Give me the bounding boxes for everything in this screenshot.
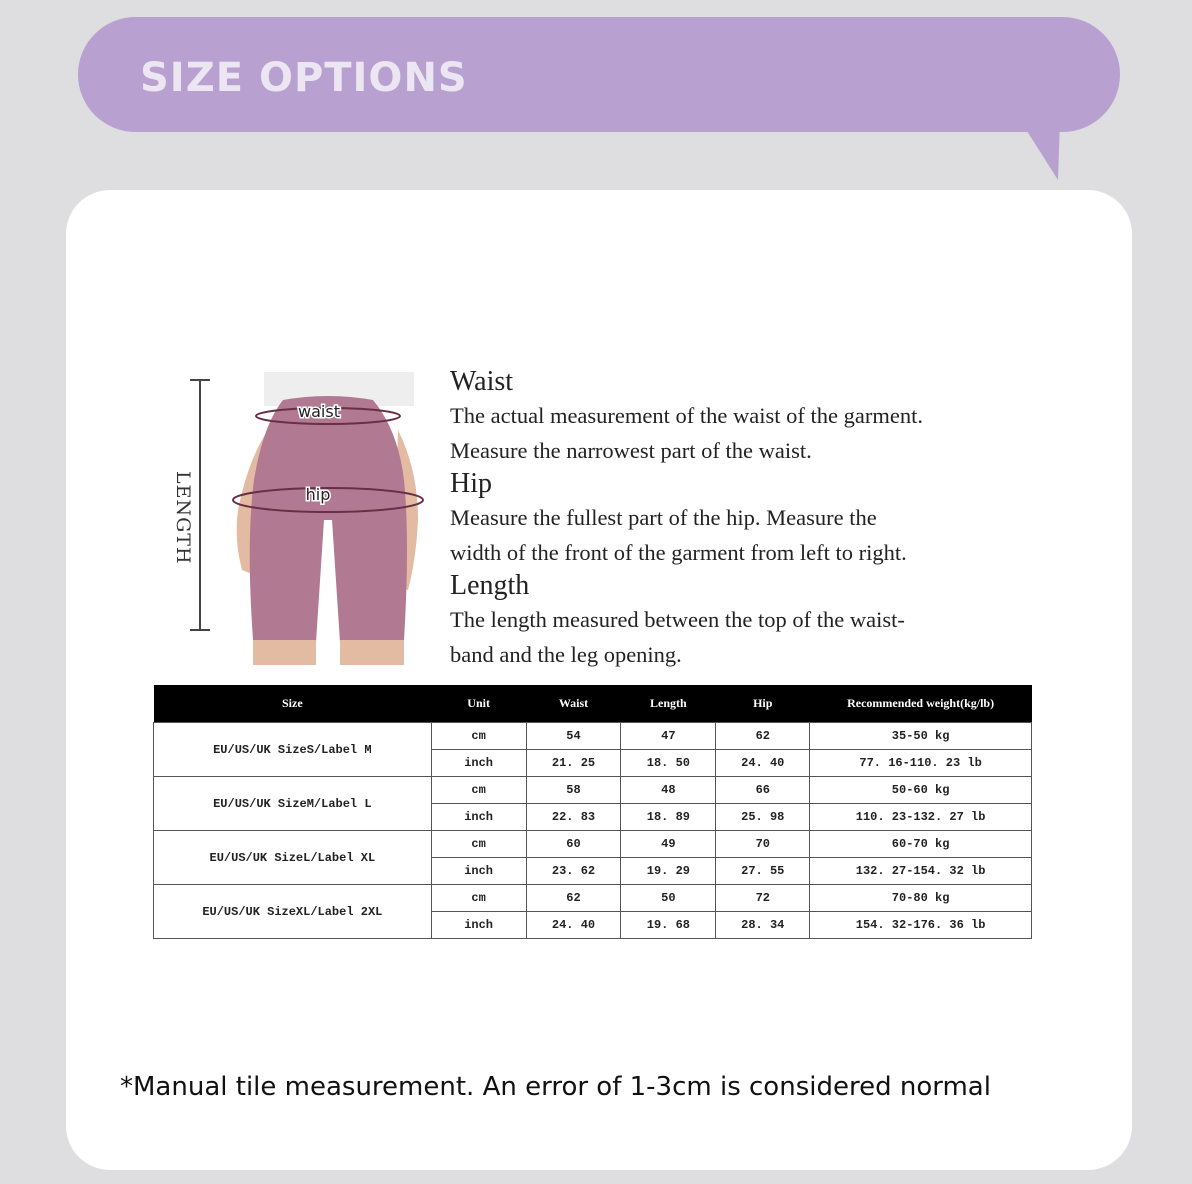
- table-cell: 18. 50: [621, 750, 716, 777]
- table-cell: 25. 98: [716, 804, 810, 831]
- table-cell: 19. 29: [621, 858, 716, 885]
- table-cell: 24. 40: [526, 912, 621, 939]
- table-cell: 27. 55: [716, 858, 810, 885]
- hip-label: hip: [305, 485, 331, 504]
- hip-heading: Hip: [450, 468, 492, 499]
- table-cell: 22. 83: [526, 804, 621, 831]
- table-cell: cm: [431, 885, 526, 912]
- table-cell: 49: [621, 831, 716, 858]
- hip-desc-line: width of the front of the garment from left to right.: [450, 540, 907, 565]
- waist-heading: Waist: [450, 366, 514, 397]
- table-cell: cm: [431, 723, 526, 750]
- table-cell: inch: [431, 912, 526, 939]
- table-cell: cm: [431, 831, 526, 858]
- table-cell: 54: [526, 723, 621, 750]
- table-cell: 72: [716, 885, 810, 912]
- hip-desc-line: Measure the fullest part of the hip. Measure the: [450, 505, 877, 530]
- table-cell: 21. 25: [526, 750, 621, 777]
- table-row: [154, 723, 1032, 750]
- speech-bubble-tail: [1020, 120, 1090, 185]
- measurement-note: *Manual tile measurement. An error of 1-3cm is considered normal: [120, 1072, 991, 1102]
- waist-desc-line: The actual measurement of the waist of the garment.: [450, 403, 923, 428]
- table-cell: cm: [431, 777, 526, 804]
- table-cell: 19. 68: [621, 912, 716, 939]
- header-banner: [78, 17, 1120, 132]
- page-title: SIZE OPTIONS: [140, 55, 468, 101]
- size-chart-card: [66, 190, 1132, 1170]
- table-cell: 60: [526, 831, 621, 858]
- table-cell: 62: [526, 885, 621, 912]
- length-label: LENGTH: [172, 471, 194, 565]
- column-header: Waist: [526, 685, 621, 723]
- size-cell: EU/US/UK SizeS/Label M: [154, 723, 432, 777]
- table-cell: 48: [621, 777, 716, 804]
- table-cell: inch: [431, 750, 526, 777]
- table-cell: 132. 27-154. 32 lb: [810, 858, 1032, 885]
- table-cell: 23. 62: [526, 858, 621, 885]
- table-cell: 28. 34: [716, 912, 810, 939]
- waist-label: waist: [298, 402, 340, 421]
- length-desc-line: band and the leg opening.: [450, 642, 682, 667]
- table-cell: 24. 40: [716, 750, 810, 777]
- column-header: Length: [621, 685, 716, 723]
- table-row: [154, 885, 1032, 912]
- table-cell: 47: [621, 723, 716, 750]
- size-table: [153, 685, 1032, 939]
- table-cell: 60-70 kg: [810, 831, 1032, 858]
- table-cell: 110. 23-132. 27 lb: [810, 804, 1032, 831]
- size-cell: EU/US/UK SizeXL/Label 2XL: [154, 885, 432, 939]
- table-cell: 50-60 kg: [810, 777, 1032, 804]
- column-header: Hip: [716, 685, 810, 723]
- column-header: Recommended weight(kg/lb): [810, 685, 1032, 723]
- table-cell: inch: [431, 804, 526, 831]
- table-cell: 62: [716, 723, 810, 750]
- shorts-model-image: [228, 370, 428, 668]
- table-cell: 70-80 kg: [810, 885, 1032, 912]
- table-cell: 154. 32-176. 36 lb: [810, 912, 1032, 939]
- length-desc-line: The length measured between the top of the waist-: [450, 607, 905, 632]
- table-row: [154, 777, 1032, 804]
- table-cell: inch: [431, 858, 526, 885]
- measurement-descriptions: [450, 366, 923, 672]
- table-cell: 50: [621, 885, 716, 912]
- length-heading: Length: [450, 570, 530, 601]
- size-cell: EU/US/UK SizeM/Label L: [154, 777, 432, 831]
- table-cell: 35-50 kg: [810, 723, 1032, 750]
- table-cell: 77. 16-110. 23 lb: [810, 750, 1032, 777]
- column-header: Unit: [431, 685, 526, 723]
- table-cell: 58: [526, 777, 621, 804]
- waist-desc-line: Measure the narrowest part of the waist.: [450, 438, 812, 463]
- table-cell: 18. 89: [621, 804, 716, 831]
- table-cell: 70: [716, 831, 810, 858]
- table-row: [154, 831, 1032, 858]
- table-header-row: [154, 685, 1032, 723]
- column-header: Size: [154, 685, 432, 723]
- table-cell: 66: [716, 777, 810, 804]
- size-cell: EU/US/UK SizeL/Label XL: [154, 831, 432, 885]
